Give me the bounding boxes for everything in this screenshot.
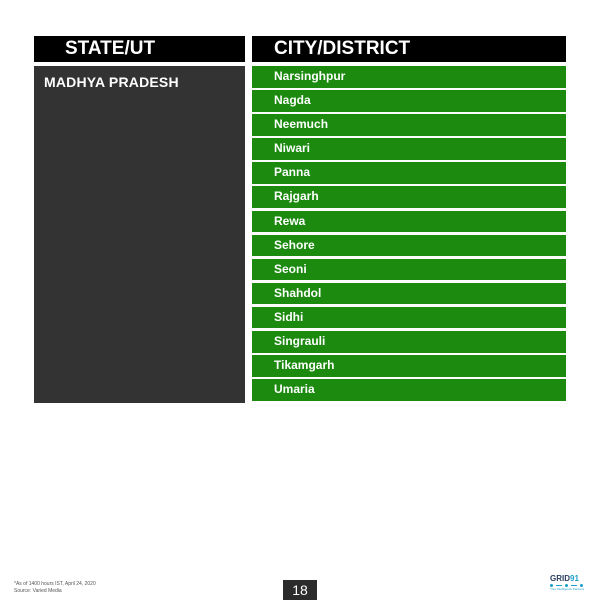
city-row: Rewa [252, 211, 566, 233]
city-row: Nagda [252, 90, 566, 112]
city-row: Panna [252, 162, 566, 184]
logo-number: 91 [570, 574, 579, 583]
grid91-logo [550, 574, 596, 596]
state-name: MADHYA PRADESH [44, 74, 179, 90]
city-row: Shahdol [252, 283, 566, 305]
city-row: Tikamgarh [252, 355, 566, 377]
footnote [14, 581, 96, 595]
city-row: Sidhi [252, 307, 566, 329]
logo-tagline: Your Intelligence Partners [550, 587, 585, 591]
city-row: Narsinghpur [252, 66, 566, 88]
state-column-header: STATE/UT [34, 36, 245, 62]
page-number: 18 [283, 580, 317, 600]
city-row: Umaria [252, 379, 566, 401]
city-column-header: CITY/DISTRICT [252, 36, 566, 62]
city-list [252, 66, 566, 403]
footnote-source: Source: Varied Media [14, 588, 62, 594]
city-row: Neemuch [252, 114, 566, 136]
city-row: Niwari [252, 138, 566, 160]
city-row: Singrauli [252, 331, 566, 353]
city-row: Rajgarh [252, 186, 566, 208]
footnote-note: *As of 1400 hours IST, April 24, 2020 [14, 581, 96, 587]
city-row: Sehore [252, 235, 566, 257]
city-row: Seoni [252, 259, 566, 281]
logo-name: GRID [550, 574, 570, 583]
state-cell [34, 66, 245, 403]
